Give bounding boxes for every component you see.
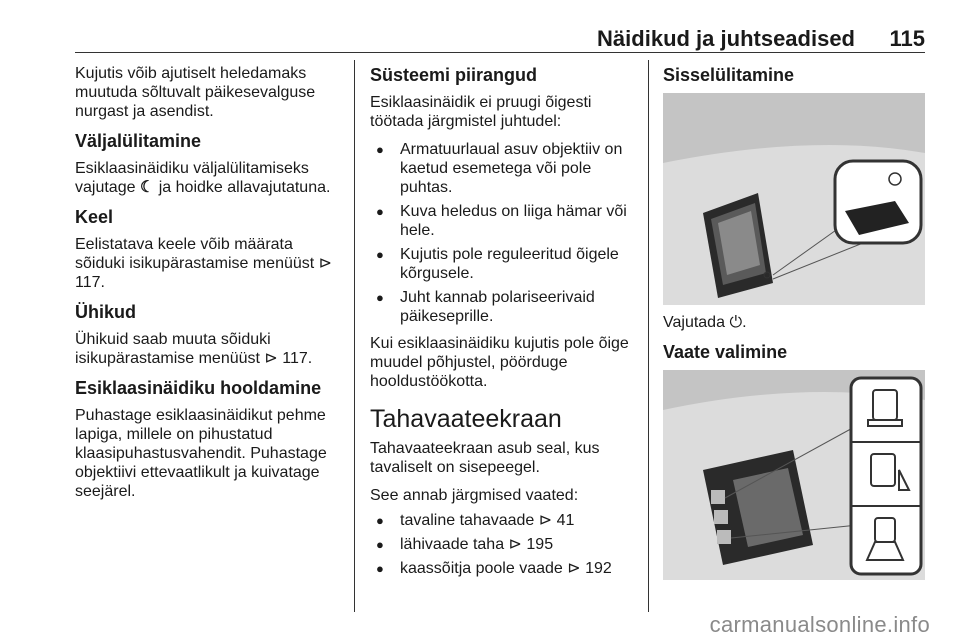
- heading-language: Keel: [75, 207, 114, 227]
- language-page-ref[interactable]: 117.: [75, 274, 105, 291]
- power-icon: ⏻: [729, 314, 743, 331]
- list-item: ● lähivaade taha ⊳ 195: [370, 535, 635, 554]
- ref-arrow-icon: ⊳: [567, 560, 581, 577]
- view-page-ref[interactable]: 192: [585, 560, 612, 577]
- page-number: 115: [889, 26, 925, 51]
- list-item: ● kaassõitja poole vaade ⊳ 192: [370, 559, 635, 578]
- heading-rear-view-display: Tahavaateekraan: [370, 405, 562, 433]
- page-header: [75, 26, 925, 52]
- views-intro: See annab järgmised vaated:: [370, 487, 579, 504]
- chapter-title: Näidikud ja juhtseadised: [597, 26, 855, 51]
- moon-icon: ☾: [139, 179, 155, 196]
- care-text: Puhastage esiklaasinäidikut pehme lapiga, millele on pihustatud klaasipuhastusvahendit. Puhastage objektiivi ettevaatlikult ja kuivatage seejärel.: [75, 407, 327, 500]
- heading-switch-on: Sisselülitamine: [663, 65, 795, 85]
- view-page-ref[interactable]: 41: [556, 512, 575, 529]
- list-item: ● Juht kannab polariseerivaid päikeseprille.: [370, 288, 635, 326]
- ref-arrow-icon: ⊳: [508, 536, 522, 553]
- ref-arrow-icon: ⊳: [264, 350, 278, 367]
- view-page-ref[interactable]: 195: [526, 536, 554, 553]
- press-text: Vajutada ⏻.: [663, 314, 747, 331]
- limits-outro: Kui esiklaasinäidiku kujutis pole õige muudel põhjustel, pöörduge hooldustöökotta.: [370, 335, 629, 390]
- heading-limits: Süsteemi piirangud: [370, 65, 538, 85]
- units-text: Ühikuid saab muuta sõiduki isikupärastamise menüüst ⊳ 117.: [75, 331, 313, 367]
- ref-arrow-icon: ⊳: [538, 512, 553, 529]
- heading-view-select: Vaate valimine: [663, 342, 788, 362]
- header-rule: [75, 52, 925, 53]
- units-page-ref[interactable]: 117.: [282, 350, 313, 367]
- column-3: [663, 64, 928, 588]
- view-select-illustration: [663, 370, 925, 580]
- column-1: [75, 64, 345, 510]
- views-list: [370, 511, 635, 578]
- switch-off-text: Esiklaasinäidiku väljalülitamiseks vajutage ☾ ja hoidke allavajutatuna.: [75, 160, 331, 196]
- watermark: carmanualsonline.info: [709, 612, 930, 637]
- language-text: Eelistatava keele võib määrata sõiduki isikupärastamise menüüst ⊳ 117.: [75, 236, 333, 291]
- rear-view-text: Tahavaateekraan asub seal, kus tavaliselt on sisepeegel.: [370, 440, 600, 476]
- ref-arrow-icon: ⊳: [318, 255, 333, 272]
- column-divider-1: [354, 60, 355, 612]
- limits-intro: Esiklaasinäidik ei pruugi õigesti töötada järgmistel juhtudel:: [370, 94, 592, 130]
- column-divider-2: [648, 60, 649, 612]
- intro-text: Kujutis võib ajutiselt heledamaks muutuda sõltuvalt päikesevalguse nurgast ja asendist.: [75, 65, 316, 120]
- column-2: [370, 64, 635, 586]
- list-item: ● Kuva heledus on liiga hämar või hele.: [370, 202, 635, 240]
- list-item: ● Armatuurlaual asuv objektiiv on kaetud esemetega või pole puhtas.: [370, 140, 635, 197]
- heading-care: Esiklaasinäidiku hooldamine: [75, 378, 322, 398]
- switch-on-illustration: [663, 93, 925, 305]
- heading-switch-off: Väljalülitamine: [75, 131, 202, 151]
- list-item: ● tavaline tahavaade ⊳ 41: [370, 511, 635, 530]
- list-item: ● Kujutis pole reguleeritud õigele kõrgusele.: [370, 245, 635, 283]
- heading-units: Ühikud: [75, 302, 136, 322]
- limits-list: [370, 140, 635, 326]
